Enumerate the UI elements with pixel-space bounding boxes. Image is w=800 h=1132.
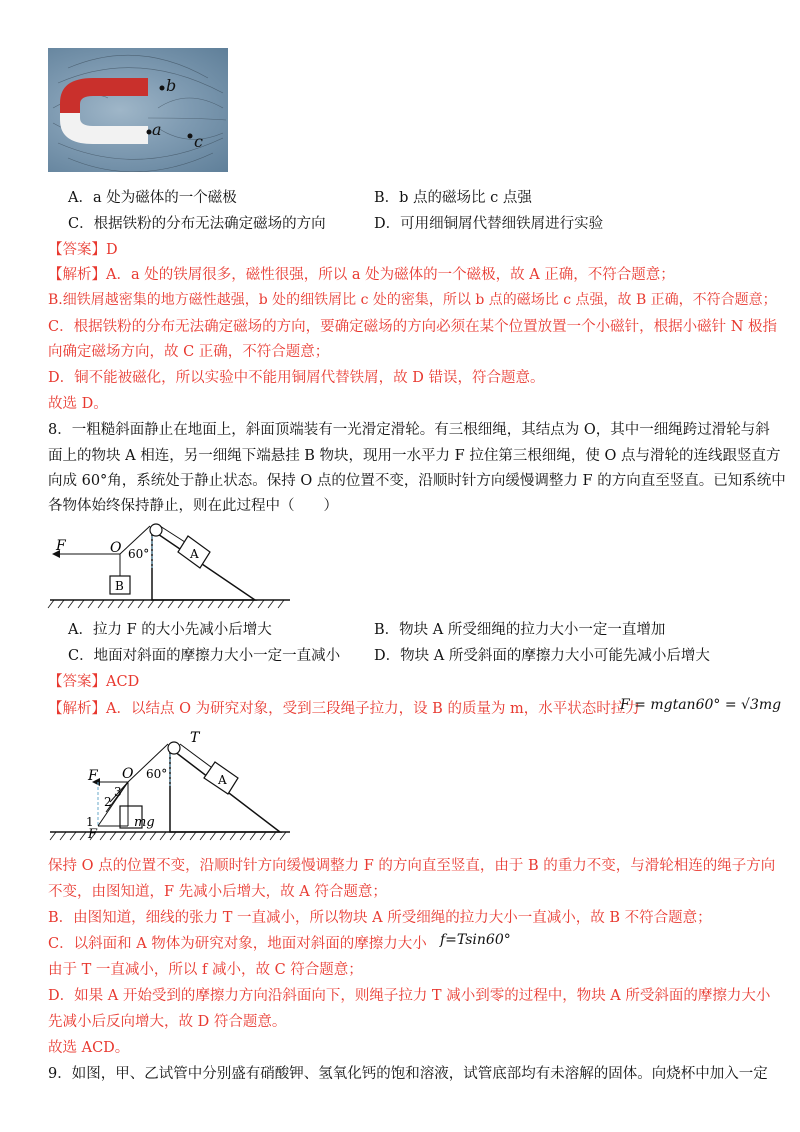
q7-analysis-line-4: 向确定磁场方向，故 C 正确，不符合题意； [48, 344, 330, 360]
fig2-label-f-bottom: F [88, 827, 98, 842]
fig2-label-o: O [122, 766, 134, 782]
fig1-label-o: O [110, 540, 122, 556]
q8-stem-line-4: 各物体始终保持静止，则在此过程中（ ） [48, 498, 338, 514]
q8-analysis-line-6: 由于 T 一直减小，所以 f 减小，故 C 符合题意； [48, 962, 363, 978]
fig2-label-f: F [88, 768, 98, 784]
q7-option-d: D．可用细铜屑代替细铁屑进行实验 [374, 216, 604, 232]
q8-option-a: A．拉力 F 的大小先减小后增大 [68, 622, 272, 638]
q7-option-c: C．根据铁粉的分布无法确定磁场的方向 [68, 216, 326, 232]
q9-stem-line-1: 9．如图，甲、乙试管中分别盛有硝酸钾、氢氧化钙的饱和溶液，试管底部均有未溶解的固体。向烧杯中加入一定 [48, 1066, 768, 1082]
q7-conclusion: 故选 D。 [48, 396, 108, 412]
q8-stem-line-3: 向成 60°角，系统处于静止状态。保持 O 点的位置不变，沿顺时针方向缓慢调整力 F 的方向直至竖直。已知系统中 [48, 473, 786, 489]
fig2-label-t: T [190, 730, 200, 746]
q8-stem-line-1: 8．一粗糙斜面静止在地面上，斜面顶端装有一光滑定滑轮。有三根细绳，其结点为 O，其中一细绳跨过滑轮与斜 [48, 422, 770, 438]
q8-analysis-line-2: 保持 O 点的位置不变，沿顺时针方向缓慢调整力 F 的方向直至竖直，由于 B 的重力不变，与滑轮相连的绳子方向 [48, 858, 776, 874]
q7-option-b: B．b 点的磁场比 c 点强 [374, 190, 532, 206]
q8-formula-2: f=Tsin60° [440, 932, 511, 948]
fig2-label-mg: mg [134, 815, 155, 830]
q8-option-d: D．物块 A 所受斜面的摩擦力大小可能先减小后增大 [374, 648, 710, 664]
q8-analysis-line-5: C．以斜面和 A 物体为研究对象，地面对斜面的摩擦力大小 [48, 936, 427, 952]
fig2-label-a: A [218, 773, 227, 787]
q7-answer: 【答案】D [48, 242, 118, 258]
label-a: a [152, 120, 162, 139]
fig2-label-2: 2 [104, 795, 112, 809]
q8-option-c: C．地面对斜面的摩擦力大小一定一直减小 [68, 648, 341, 664]
q7-analysis-line-1: 【解析】A．a 处的铁屑很多，磁性很强，所以 a 处为磁体的一个磁极，故 A 正确，不符合题意； [48, 267, 675, 283]
magnet-photo [48, 48, 228, 172]
label-b: b [166, 76, 177, 95]
fig1-label-f: F [56, 538, 66, 554]
q8-analysis-line-4: B．由图知道，细线的张力 T 一直减小，所以物块 A 所受细绳的拉力大小一直减小，故 B 不符合题意； [48, 910, 712, 926]
fig1-label-angle: 60° [128, 547, 150, 561]
label-c: c [194, 132, 203, 151]
q8-analysis-line-8: 先减小后反向增大，故 D 符合题意。 [48, 1014, 287, 1030]
magnet-illustration [48, 48, 228, 172]
q8-analysis-line-7: D．如果 A 开始受到的摩擦力方向沿斜面向下，则绳子拉力 T 减小到零的过程中，物块 A 所受斜面的摩擦力大小 [48, 988, 771, 1004]
q8-conclusion: 故选 ACD。 [48, 1040, 130, 1056]
q7-analysis-line-3: C．根据铁粉的分布无法确定磁场的方向，要确定磁场的方向必须在某个位置放置一个小磁针，根据小磁针 N 极指 [48, 319, 777, 335]
q8-formula-1: F = mgtan60° = √3mg [620, 697, 782, 713]
fig2-label-angle: 60° [146, 767, 168, 781]
fig1-label-b: B [115, 579, 124, 593]
q7-option-a: A．a 处为磁体的一个磁极 [68, 190, 237, 206]
q8-analysis-line-1: 【解析】A．以结点 O 为研究对象，受到三段绳子拉力，设 B 的质量为 m，水平状态时拉力 [48, 701, 640, 717]
q8-analysis-line-3: 不变，由图知道，F 先减小后增大，故 A 符合题意； [48, 884, 387, 900]
q8-answer: 【答案】ACD [48, 674, 140, 690]
fig1-label-a: A [190, 547, 199, 561]
q8-figure-incline [40, 518, 320, 610]
q7-analysis-line-5: D．铜不能被磁化，所以实验中不能用铜屑代替铁屑，故 D 错误，符合题意。 [48, 370, 545, 386]
fig2-label-1: 1 [86, 815, 94, 829]
q7-analysis-line-2: B.细铁屑越密集的地方磁性越强，b 处的细铁屑比 c 处的密集，所以 b 点的磁场比 c 点强，故 B 正确，不符合题意； [48, 292, 777, 308]
q8-stem-line-2: 面上的物块 A 相连，另一细绳下端悬挂 B 物块，现用一水平力 F 拉住第三根细绳，使 O 点与滑轮的连线跟竖直方 [48, 448, 781, 464]
q8-figure-force-analysis [40, 722, 310, 844]
q8-option-b: B．物块 A 所受细绳的拉力大小一定一直增加 [374, 622, 666, 638]
fig2-label-3: 3 [114, 785, 122, 799]
